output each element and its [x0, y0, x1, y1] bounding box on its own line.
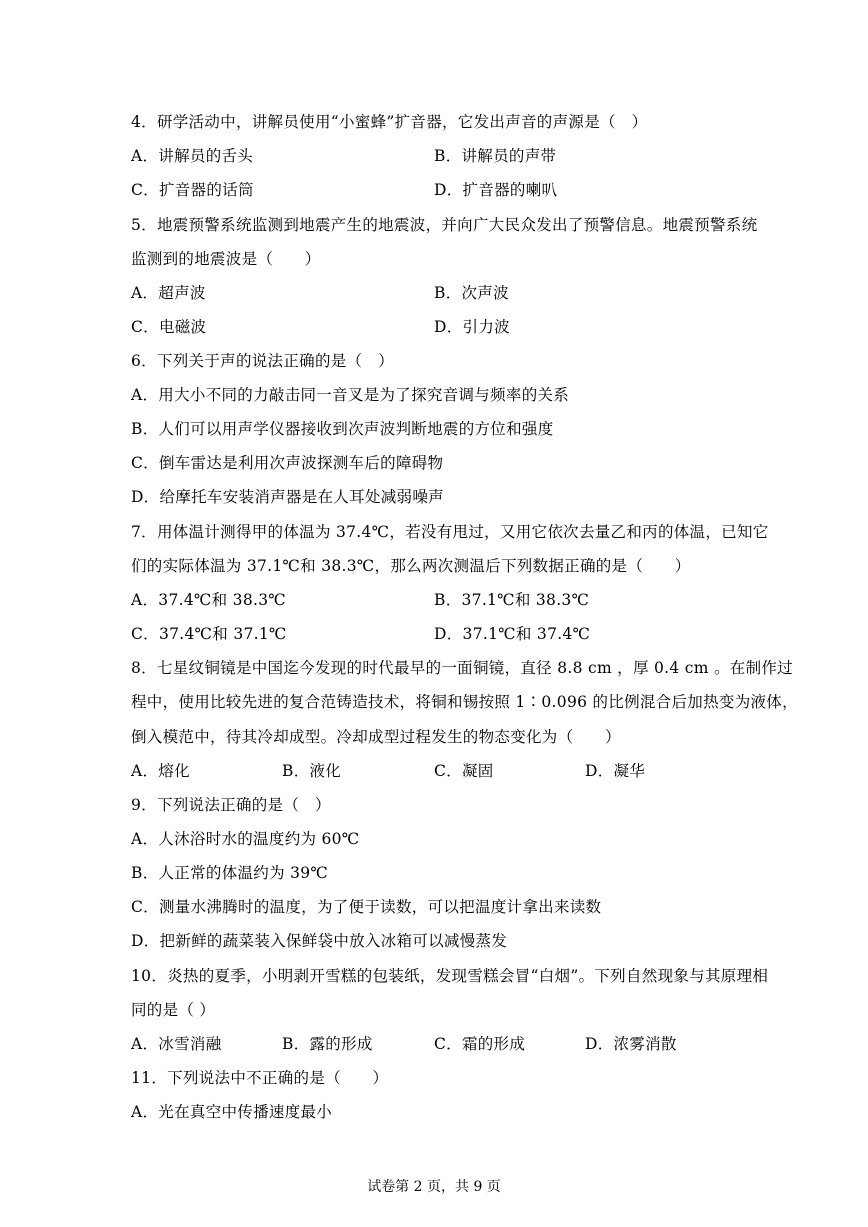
- question-9-option-b: B．人正常的体温约为 39℃: [131, 864, 329, 882]
- question-10-option-c: C．霜的形成: [434, 1035, 526, 1053]
- question-6-option-a: A．用大小不同的力敲击同一音叉是为了探究音调与频率的关系: [131, 386, 570, 404]
- question-11-stem-line-1: 11．下列说法中不正确的是（ ）: [131, 1069, 389, 1087]
- question-5-option-b: B．次声波: [434, 284, 509, 302]
- question-5-option-c: C．电磁波: [131, 318, 207, 336]
- page-footer: 试卷第 2 页，共 9 页: [367, 1179, 501, 1195]
- question-9-option-d: D．把新鲜的蔬菜装入保鲜袋中放入冰箱可以减慢蒸发: [131, 932, 508, 950]
- question-11-option-a: A．光在真空中传播速度最小: [131, 1103, 333, 1121]
- question-6-option-d: D．给摩托车安装消声器是在人耳处减弱噪声: [131, 488, 444, 506]
- question-4-option-d: D．扩音器的喇叭: [434, 181, 558, 199]
- question-7-option-b: B．37.1℃和 38.3℃: [434, 591, 590, 609]
- question-8-stem-line-1: 8．七星纹铜镜是中国迄今发现的时代最早的一面铜镜，直径 8.8 cm ，厚 0.4 cm 。在制作过: [131, 659, 793, 677]
- question-7-option-d: D．37.1℃和 37.4℃: [434, 625, 591, 643]
- question-5-stem-line-1: 5．地震预警系统监测到地震产生的地震波，并向广大民众发出了预警信息。地震预警系统: [131, 216, 758, 234]
- question-10-option-b: B．露的形成: [282, 1035, 373, 1053]
- question-4-option-b: B．讲解员的声带: [434, 147, 557, 165]
- question-7-stem-line-2: 们的实际体温为 37.1℃和 38.3℃，那么两次测温后下列数据正确的是（ ）: [131, 557, 691, 575]
- question-10-option-d: D．浓雾消散: [585, 1035, 677, 1053]
- question-5-stem-line-2: 监测到的地震波是（ ）: [131, 250, 321, 268]
- question-10-stem-line-1: 10．炎热的夏季，小明剥开雪糕的包装纸，发现雪糕会冒“白烟”。下列自然现象与其原理相: [131, 967, 769, 985]
- question-9-option-c: C．测量水沸腾时的温度，为了便于读数，可以把温度计拿出来读数: [131, 898, 602, 916]
- question-6-option-c: C．倒车雷达是利用次声波探测车后的障碍物: [131, 454, 444, 472]
- question-8-option-d: D．凝华: [585, 762, 646, 780]
- question-10-option-a: A．冰雪消融: [131, 1035, 222, 1053]
- question-7-stem-line-1: 7．用体温计测得甲的体温为 37.4℃，若没有甩过，又用它依次去量乙和丙的体温，已知它: [131, 523, 769, 541]
- question-5-option-d: D．引力波: [434, 318, 510, 336]
- question-6-stem-line-1: 6．下列关于声的说法正确的是（ ）: [131, 352, 394, 370]
- question-8-option-c: C．凝固: [434, 762, 494, 780]
- question-7-option-a: A．37.4℃和 38.3℃: [131, 591, 287, 609]
- question-8-option-b: B．液化: [282, 762, 342, 780]
- question-8-stem-line-2: 程中，使用比较先进的复合范铸造技术，将铜和锡按照 1∶0.096 的比例混合后加热变为液体，: [131, 693, 798, 711]
- question-9-option-a: A．人沐浴时水的温度约为 60℃: [131, 830, 360, 848]
- question-4-option-a: A．讲解员的舌头: [131, 147, 254, 165]
- question-4-stem-line-1: 4．研学活动中，讲解员使用“小蜜蜂”扩音器，它发出声音的声源是（ ）: [131, 113, 648, 131]
- question-10-stem-line-2: 同的是（ ）: [131, 1001, 216, 1019]
- question-4-option-c: C．扩音器的话筒: [131, 181, 254, 199]
- question-7-option-c: C．37.4℃和 37.1℃: [131, 625, 287, 643]
- question-8-stem-line-3: 倒入模范中，待其冷却成型。冷却成型过程发生的物态变化为（ ）: [131, 728, 621, 746]
- question-8-option-a: A．熔化: [131, 762, 190, 780]
- question-6-option-b: B．人们可以用声学仪器接收到次声波判断地震的方位和强度: [131, 420, 554, 438]
- question-5-option-a: A．超声波: [131, 284, 206, 302]
- question-9-stem-line-1: 9．下列说法正确的是（ ）: [131, 796, 331, 814]
